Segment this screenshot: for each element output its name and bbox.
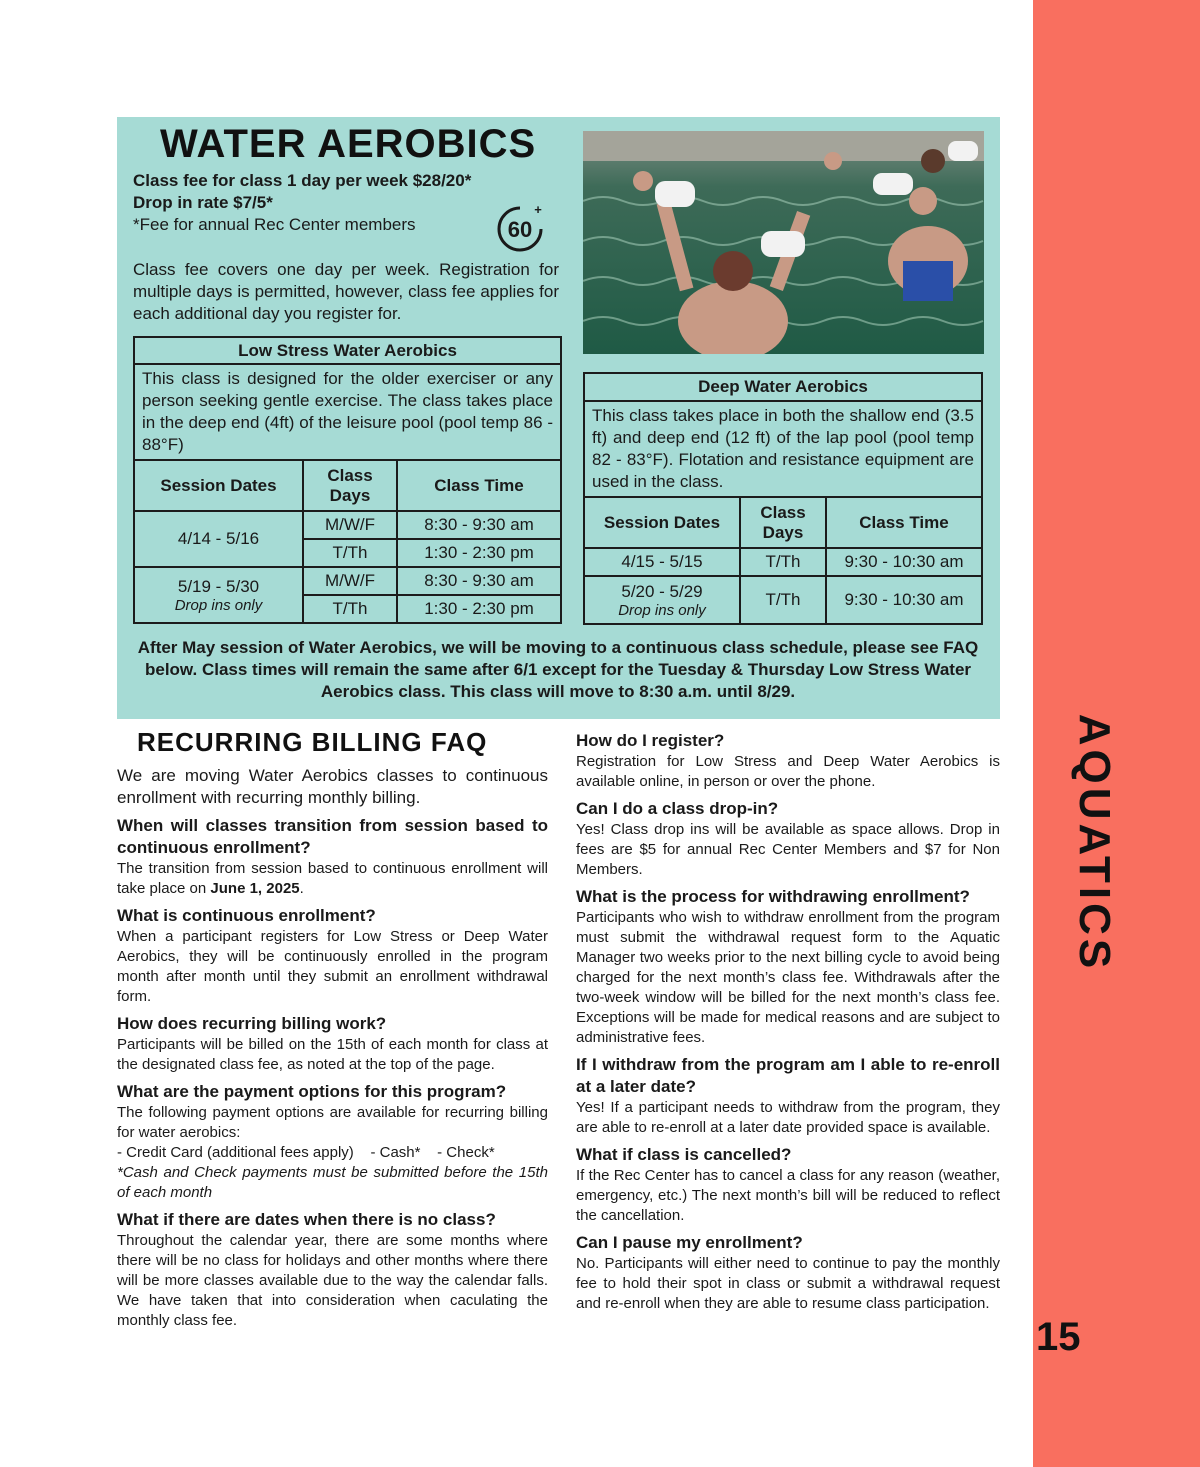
water-aerobics-title: WATER AEROBICS	[160, 122, 537, 166]
drop-ins-note: Drop ins only	[174, 596, 263, 614]
faq-question: If I withdraw from the program am I able to re-enroll at a later date?	[576, 1055, 1000, 1096]
class-time-cell: 9:30 - 10:30 am	[826, 548, 982, 576]
payment-options: - Credit Card (additional fees apply) - Cash* - Check*	[117, 1144, 495, 1161]
class-time-cell: 1:30 - 2:30 pm	[397, 595, 561, 623]
faq-intro: We are moving Water Aerobics classes to continuous enrollment with recurring monthly billing.	[117, 766, 548, 807]
faq-question: What is the process for withdrawing enrollment?	[576, 887, 970, 906]
transition-date: June 1, 2025	[210, 880, 300, 897]
answer-text: The transition from session based to continuous enrollment will take place on	[117, 860, 548, 897]
faq-right-column	[576, 730, 1000, 1314]
low-stress-title: Low Stress Water Aerobics	[134, 337, 561, 364]
faq-question: What are the payment options for this program?	[117, 1082, 507, 1101]
session-dates: 5/20 - 5/29	[621, 581, 703, 601]
faq-question: Can I pause my enrollment?	[576, 1233, 803, 1252]
session-dates: 4/14 - 5/16	[177, 529, 260, 548]
faq-answer: Registration for Low Stress and Deep Water Aerobics is available online, in person or over the phone.	[576, 753, 1000, 790]
faq-question: What is continuous enrollment?	[117, 906, 376, 925]
faq-question: What if there are dates when there is no class?	[117, 1210, 496, 1229]
fee-description: Class fee covers one day per week. Registration for multiple days is permitted, however, class fee applies for each additional day you register for.	[133, 260, 559, 323]
faq-answer: Participants who wish to withdraw enrollment from the program must submit the withdrawal request form to the Aquatic Manager two weeks prior to the next billing cycle to avoid being charged for the next month’s class fee. Withdrawals after the two-week window will be billed for the next month’s class fee. Exceptions will be made for medical reasons and are subject to administrative fees.	[576, 909, 1000, 1046]
faq-title: RECURRING BILLING FAQ	[137, 727, 488, 757]
deep-water-schedule-table	[583, 372, 983, 625]
faq-answer: No. Participants will either need to continue to pay the monthly fee to hold their spot in class or submit a withdrawal request and re-enroll when they are able to resume class participation.	[576, 1255, 1000, 1312]
class-days-cell: T/Th	[303, 595, 397, 623]
column-header-class-time: Class Time	[826, 497, 982, 548]
class-time-cell: 8:30 - 9:30 am	[397, 567, 561, 595]
column-header-class-days: Class Days	[303, 460, 397, 511]
faq-answer: Participants will be billed on the 15th of each month for class at the designated class fee, as noted at the top of the page.	[117, 1036, 548, 1073]
faq-answer: Throughout the calendar year, there are some months where there will be no class for holidays and other months where there will be more classes available due to the way the calendar falls. We have taken that into consideration when caculating the monthly class fee.	[117, 1232, 548, 1329]
session-dates: 5/19 - 5/30	[177, 576, 260, 596]
class-fee-line: Class fee for class 1 day per week $28/20*	[133, 171, 472, 190]
answer-end: .	[299, 880, 304, 897]
class-days-cell: T/Th	[740, 576, 826, 624]
class-time-cell: 1:30 - 2:30 pm	[397, 539, 561, 567]
page-number: 15	[1036, 1315, 1081, 1359]
column-header-class-time: Class Time	[397, 460, 561, 511]
class-time-cell: 8:30 - 9:30 am	[397, 511, 561, 539]
faq-answer: The following payment options are available for recurring billing for water aerobics:	[117, 1104, 548, 1141]
class-days-cell: T/Th	[740, 548, 826, 576]
section-label: AQUATICS	[1070, 713, 1119, 973]
faq-answer: Yes! Class drop ins will be available as space allows. Drop in fees are $5 for annual Rec Center Members and $7 for Non Members.	[576, 821, 1000, 878]
water-aerobics-photo	[583, 131, 984, 354]
faq-question: How does recurring billing work?	[117, 1014, 387, 1033]
badge-plus: +	[534, 202, 542, 217]
drop-ins-note: Drop ins only	[618, 601, 706, 619]
drop-in-rate-line: Drop in rate $7/5*	[133, 193, 273, 212]
session-dates-cell	[584, 576, 740, 624]
faq-question: Can I do a class drop-in?	[576, 799, 779, 818]
session-dates-cell	[134, 511, 303, 567]
low-stress-description: This class is designed for the older exerciser or any person seeking gentle exercise. The class takes place in the deep end (4ft) of the leisure pool (pool temp 86 - 88°F)	[134, 364, 561, 460]
fee-footnote: *Fee for annual Rec Center members	[133, 215, 416, 234]
faq-question: When will classes transition from session based to continuous enrollment?	[117, 816, 548, 857]
payment-note: *Cash and Check payments must be submitted before the 15th of each month	[117, 1164, 548, 1201]
class-time-cell: 9:30 - 10:30 am	[826, 576, 982, 624]
class-days-cell: M/W/F	[303, 511, 397, 539]
faq-answer: If the Rec Center has to cancel a class for any reason (weather, emergency, etc.) The next month’s bill will be reduced to reflect the cancellation.	[576, 1167, 1000, 1224]
column-header-session-dates: Session Dates	[134, 460, 303, 511]
deep-water-title: Deep Water Aerobics	[584, 373, 982, 401]
faq-left-column	[117, 765, 548, 1331]
badge-number: 60	[507, 217, 533, 242]
faq-answer	[117, 859, 548, 899]
class-days-cell: T/Th	[303, 539, 397, 567]
faq-answer: When a participant registers for Low Stress or Deep Water Aerobics, they will be continuously enrolled in the program month after month until they submit an enrollment withdrawal form.	[117, 928, 548, 1005]
faq-answer: Yes! If a participant needs to withdraw from the program, they are able to re-enroll at a later date provided space is available.	[576, 1099, 1000, 1136]
deep-water-description: This class takes place in both the shallow end (3.5 ft) and deep end (12 ft) of the lap pool (pool temp 82 - 83°F). Flotation and resistance equipment are used in the class.	[584, 401, 982, 497]
low-stress-schedule-table	[133, 336, 562, 624]
column-header-session-dates: Session Dates	[584, 497, 740, 548]
class-days-cell: M/W/F	[303, 567, 397, 595]
age-60-plus-icon	[494, 201, 546, 253]
faq-question: How do I register?	[576, 731, 725, 750]
schedule-change-note: After May session of Water Aerobics, we will be moving to a continuous class schedule, please see FAQ below. Class times will remain the same after 6/1 except for the Tuesday & Thursday Low Stress Water Aerobics class. This class will move to 8:30 a.m. until 8/29.	[137, 638, 979, 701]
session-dates-cell: 4/15 - 5/15	[584, 548, 740, 576]
faq-question: What if class is cancelled?	[576, 1145, 792, 1164]
session-dates-cell	[134, 567, 303, 623]
column-header-class-days: Class Days	[740, 497, 826, 548]
